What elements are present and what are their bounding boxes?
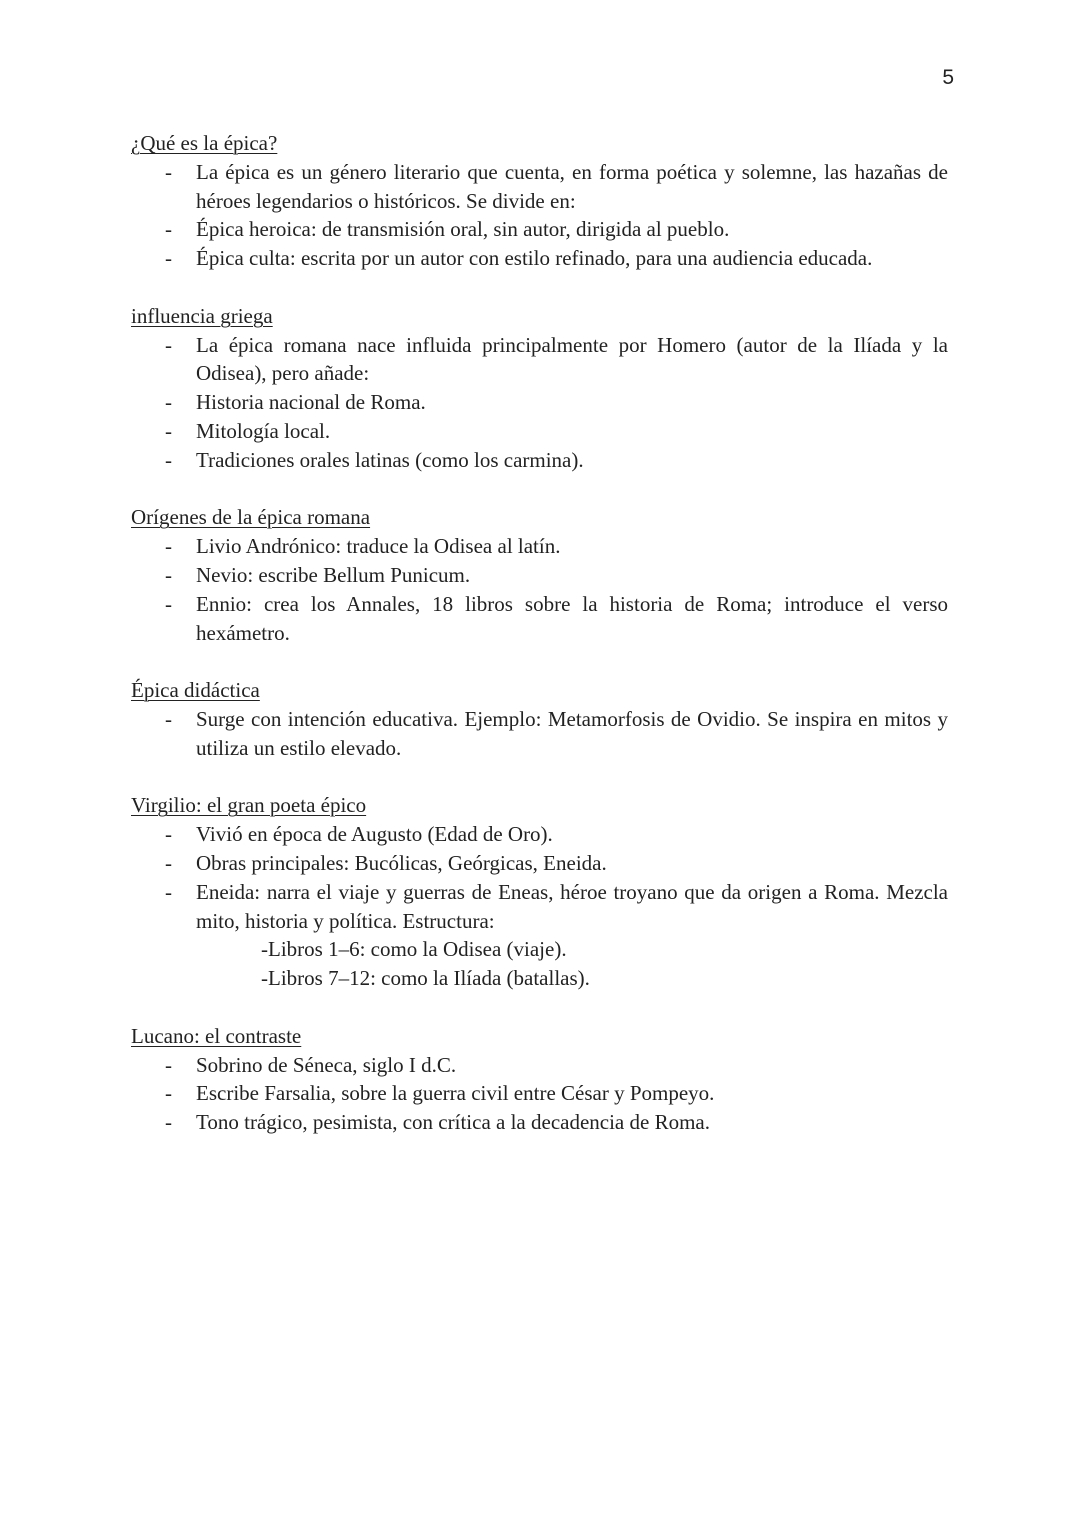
dash-bullet: - (165, 447, 172, 472)
dash-bullet: - (165, 879, 172, 904)
list-item-text: Épica culta: escrita por un autor con estilo refinado, para una audiencia educada. (196, 246, 873, 271)
dash-bullet: - (165, 850, 172, 875)
section (131, 791, 948, 993)
list-item-text: Surge con intención educativa. Ejemplo: Metamorfosis de Ovidio. Se inspira en mitos y utiliza un estilo elevado. (196, 706, 948, 760)
list-item (131, 1051, 948, 1080)
section-title: Virgilio: el gran poeta épico (131, 793, 367, 818)
dash-bullet: - (165, 822, 172, 847)
list-item-text: La épica romana nace influida principalmente por Homero (autor de la Ilíada y la Odisea), pero añade: (196, 332, 948, 386)
dash-bullet: - (165, 390, 172, 415)
list-item-text: Tradiciones orales latinas (como los carmina). (196, 447, 584, 472)
list-item (131, 1108, 948, 1137)
bullet-list (131, 1051, 948, 1137)
list-item-text: Tono trágico, pesimista, con crítica a la decadencia de Roma. (196, 1110, 710, 1135)
list-item (131, 215, 948, 244)
list-item-text: La épica es un género literario que cuenta, en forma poética y solemne, las hazañas de héroes legendarios o históricos. Se divide en: (196, 159, 948, 213)
list-item-text: Mitología local. (196, 418, 331, 443)
section (131, 1022, 948, 1137)
list-item (131, 388, 948, 417)
bullet-list (131, 820, 948, 935)
section-title: Orígenes de la épica romana (131, 505, 371, 530)
list-item-text: Escribe Farsalia, sobre la guerra civil entre César y Pompeyo. (196, 1081, 715, 1106)
list-item (131, 1079, 948, 1108)
bullet-list (131, 532, 948, 647)
section-title: Lucano: el contraste (131, 1023, 302, 1048)
sub-item: -Libros 7–12: como la Ilíada (batallas). (261, 966, 590, 991)
list-item (131, 849, 948, 878)
sub-item: -Libros 1–6: como la Odisea (viaje). (261, 937, 567, 962)
list-item-text: Livio Andrónico: traduce la Odisea al latín. (196, 534, 561, 559)
list-item (131, 532, 948, 561)
list-item (131, 590, 948, 648)
list-item (131, 158, 948, 216)
dash-bullet: - (165, 706, 172, 731)
list-item-text: Historia nacional de Roma. (196, 390, 426, 415)
list-item (131, 705, 948, 763)
list-item (131, 878, 948, 936)
list-item-text: Obras principales: Bucólicas, Geórgicas, Eneida. (196, 850, 607, 875)
dash-bullet: - (165, 418, 172, 443)
section (131, 129, 948, 273)
document-body (131, 129, 948, 1166)
list-item-text: Eneida: narra el viaje y guerras de Eneas, héroe troyano que da origen a Roma. Mezcla mito, historia y política. Estructura: (196, 879, 948, 933)
dash-bullet: - (165, 591, 172, 616)
dash-bullet: - (165, 246, 172, 271)
list-item (131, 820, 948, 849)
dash-bullet: - (165, 217, 172, 242)
list-item (131, 446, 948, 475)
section (131, 302, 948, 475)
bullet-list (131, 705, 948, 763)
list-item (131, 244, 948, 273)
dash-bullet: - (165, 1081, 172, 1106)
page-number: 5 (942, 66, 954, 89)
list-item-text: Sobrino de Séneca, siglo I d.C. (196, 1052, 457, 1077)
section (131, 503, 948, 647)
list-item-text: Ennio: crea los Annales, 18 libros sobre la historia de Roma; introduce el verso hexámetro. (196, 591, 948, 645)
bullet-list (131, 158, 948, 273)
dash-bullet: - (165, 1110, 172, 1135)
list-item (131, 561, 948, 590)
section (131, 676, 948, 762)
dash-bullet: - (165, 534, 172, 559)
section-title: Épica didáctica (131, 678, 260, 703)
list-item-text: Nevio: escribe Bellum Punicum. (196, 562, 471, 587)
dash-bullet: - (165, 562, 172, 587)
list-item-text: Vivió en época de Augusto (Edad de Oro). (196, 822, 553, 847)
list-item (131, 417, 948, 446)
list-item-text: Épica heroica: de transmisión oral, sin autor, dirigida al pueblo. (196, 217, 730, 242)
dash-bullet: - (165, 1052, 172, 1077)
dash-bullet: - (165, 332, 172, 357)
section-title: influencia griega (131, 303, 273, 328)
bullet-list (131, 331, 948, 475)
dash-bullet: - (165, 159, 172, 184)
section-title: ¿Qué es la épica? (131, 131, 278, 155)
list-item (131, 331, 948, 389)
